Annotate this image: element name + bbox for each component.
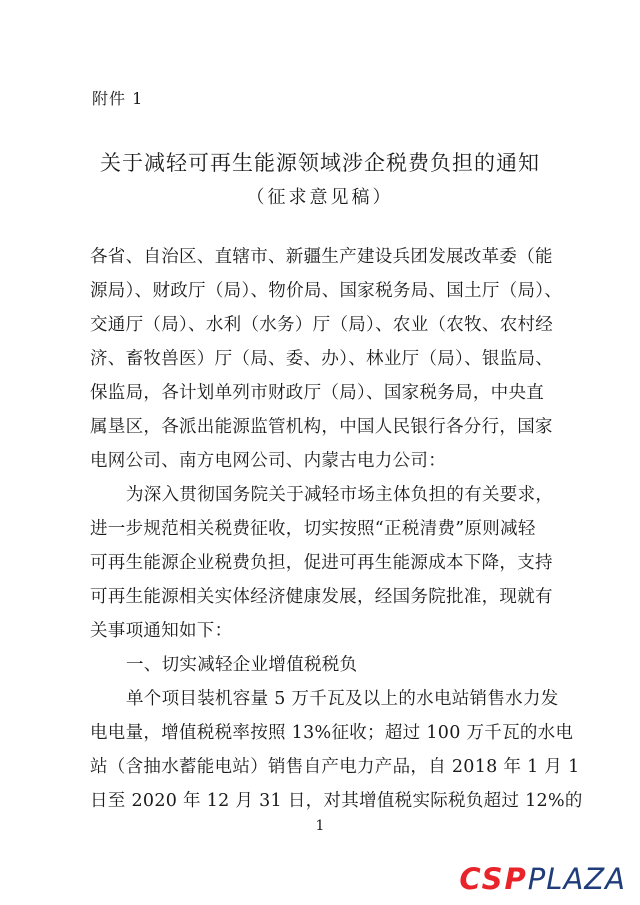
document-body [90,240,583,818]
body-line: 各省、自治区、直辖市、新疆生产建设兵团发展改革委（能 [90,247,553,267]
watermark-part-plaza: PLAZA [527,862,626,896]
body-line: 可再生能源相关实体经济健康发展，经国务院批准，现就有 [90,587,553,607]
body-line: 可再生能源企业税费负担，促进可再生能源成本下降，支持 [90,553,553,573]
section-heading: 一、切实减轻企业增值税税负 [126,655,358,675]
body-line: 属垦区，各派出能源监管机构，中国人民银行各分行，国家 [90,417,553,437]
page-number: 1 [315,818,325,834]
body-line: 日至 2020 年 12 月 31 日，对其增值税实际税负超过 12%的 [90,791,583,811]
body-line: 单个项目装机容量 5 万千瓦及以上的水电站销售水力发 [126,689,559,709]
document-title: 关于减轻可再生能源领域涉企税费负担的通知 [100,151,540,175]
body-line: 电网公司、南方电网公司、内蒙古电力公司： [90,451,446,471]
body-line: 电电量，增值税税率按照 13%征收；超过 100 万千瓦的水电 [90,723,574,743]
attachment-label: 附件 1 [92,89,144,108]
body-line: 站（含抽水蓄能电站）销售自产电力产品，自 2018 年 1 月 1 [90,757,580,777]
body-line: 交通厅（局）、水利（水务）厅（局）、农业（农牧、农村经 [90,315,554,335]
body-line: 关事项通知如下： [90,621,233,641]
body-line: 济、畜牧兽医）厅（局、委、办）、林业厅（局）、银监局、 [90,349,554,369]
body-line: 进一步规范相关税费征收，切实按照“正税清费”原则减轻 [90,519,536,539]
body-line: 保监局，各计划单列市财政厅（局）、国家税务局，中央直 [90,383,545,403]
csp-plaza-watermark [459,862,626,896]
document-subtitle: （征求意见稿） [246,187,394,208]
body-line: 为深入贯彻国务院关于减轻市场主体负担的有关要求， [126,485,554,505]
watermark-part-csp: CSP [459,862,528,896]
body-line: 源局）、财政厅（局）、物价局、国家税务局、国土厅（局）、 [90,281,563,301]
